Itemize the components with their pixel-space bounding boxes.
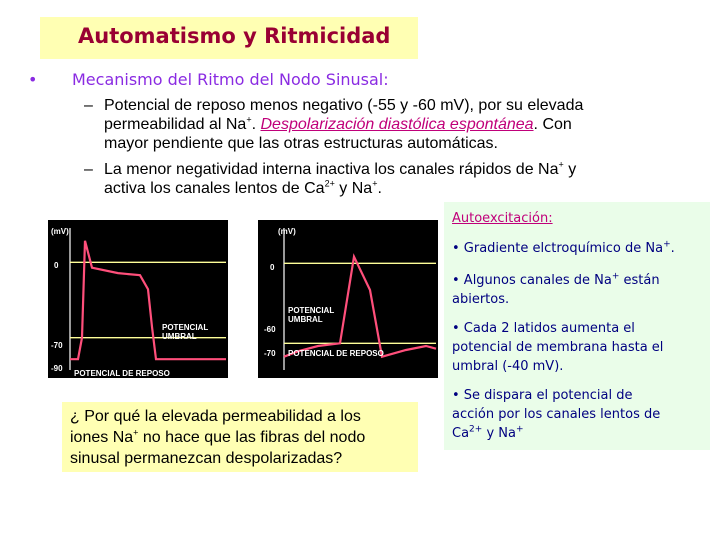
- chart-1-tick-70: -70: [51, 341, 63, 350]
- sub1-line3: mayor pendiente que las otras estructuras automáticas.: [104, 135, 498, 152]
- action-potential-chart-1: [48, 220, 228, 378]
- auto-item-4: • Se dispara el potencial de acción por los canales lentos de $Ca^{2+}$ y Na+: [452, 388, 661, 441]
- sub2-line1: La menor negatividad interna inactiva los canales rápidos de Na+ y: [104, 159, 577, 178]
- chart-2-threshold-label-2: UMBRAL: [288, 315, 323, 324]
- question-line-2: iones Na+ no hace que las fibras del nodo: [70, 427, 366, 446]
- chart-1-threshold-label-2: UMBRAL: [162, 332, 197, 341]
- chart-1-tick-0: 0: [54, 261, 59, 270]
- chart-2-tick-70: -70: [264, 349, 276, 358]
- diastolic-depolarization-link[interactable]: Despolarización diastólica espontánea: [260, 116, 534, 133]
- auto-item-3: • Cada 2 latidos aumenta el potencial de membrana hasta el umbral (-40 mV).: [452, 321, 664, 374]
- plus-sup: +: [246, 114, 252, 125]
- dash-2: –: [84, 161, 93, 178]
- chart-2-tick-0: 0: [270, 263, 275, 272]
- auto-item-1: • Gradiente elctroquímico de Na+.: [452, 239, 675, 256]
- chart-2-rest-label: POTENCIAL DE REPOSO: [288, 349, 384, 358]
- question-box: [62, 402, 418, 472]
- chart-1-unit-label: (mV): [51, 227, 69, 236]
- autoexcitacion-box: [444, 202, 710, 450]
- slide-title: Automatismo y Ritmicidad: [78, 24, 391, 48]
- autoexcitacion-heading: Autoexcitación:: [452, 211, 553, 226]
- chart-1-bg: [48, 220, 228, 378]
- main-bullet-text: Mecanismo del Ritmo del Nodo Sinusal:: [72, 70, 389, 89]
- sub1-line1: Potencial de reposo menos negativo (-55 y -60 mV), por su elevada: [104, 97, 584, 114]
- chart-2-unit-label: (mV): [278, 227, 296, 236]
- chart-1-rest-label: POTENCIAL DE REPOSO: [74, 369, 170, 378]
- question-line-1: ¿ Por qué la elevada permeabilidad a los: [70, 408, 361, 425]
- sub2-line2: activa los canales lentos de $Ca^{2+}$ y Na+.: [104, 178, 382, 197]
- bullet-dot: •: [28, 70, 38, 89]
- chart-2-tick-60: -60: [264, 325, 276, 334]
- chart-1-tick-90: -90: [51, 364, 63, 373]
- action-potential-chart-2: [258, 220, 438, 378]
- sub1-line2: permeabilidad al Na+. Despolarización diastólica espontánea. Con: [104, 114, 572, 133]
- chart-1-threshold-label-1: POTENCIAL: [162, 323, 209, 332]
- question-line-3: sinusal permanezcan despolarizadas?: [70, 450, 343, 467]
- dash-1: –: [84, 97, 93, 114]
- chart-2-threshold-label-1: POTENCIAL: [288, 306, 335, 315]
- auto-item-2: • Algunos canales de Na+ están abiertos.: [452, 271, 660, 307]
